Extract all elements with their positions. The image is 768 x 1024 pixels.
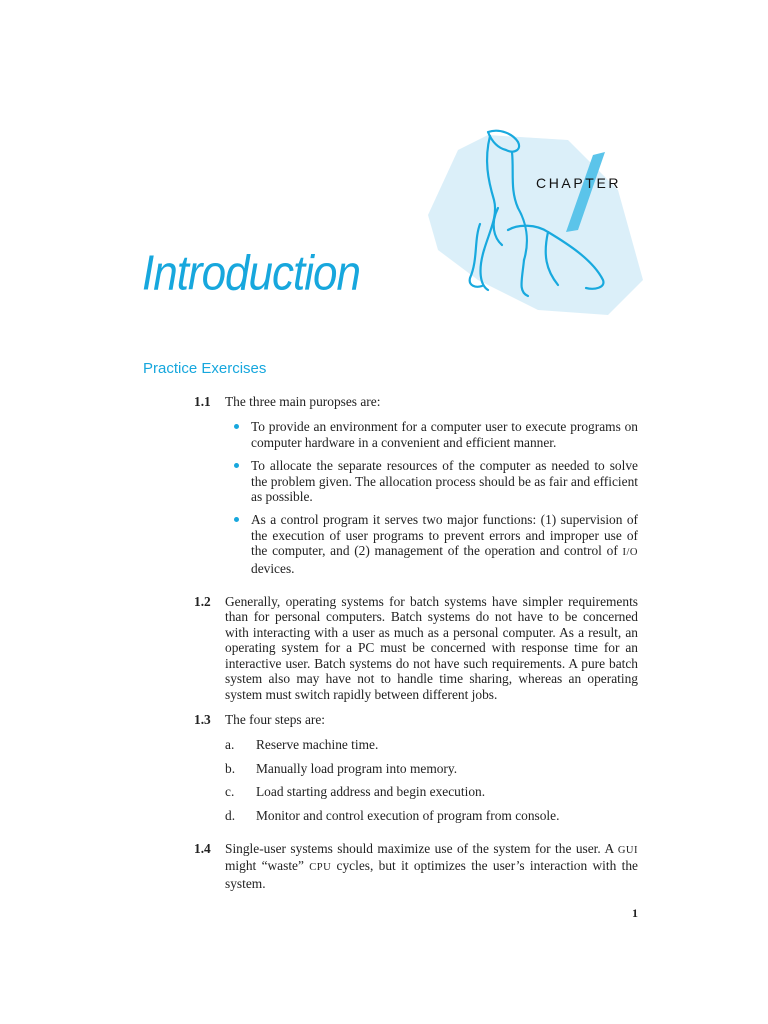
chapter-number <box>583 187 584 188</box>
step-text: Manually load program into memory. <box>256 760 458 776</box>
list-item <box>225 737 638 752</box>
bullet-icon <box>234 463 239 468</box>
text-segment: cycles, but it optimizes the user’s interaction with the system. <box>225 858 638 891</box>
page-number: 1 <box>632 906 638 920</box>
dinosaur-sketch-icon <box>418 120 648 320</box>
exercise-number: 1.3 <box>194 711 211 727</box>
io-abbr: I/O <box>622 547 638 559</box>
exercise-intro: The four steps are: <box>225 711 326 727</box>
step-marker: b. <box>225 760 236 776</box>
list-item <box>225 419 638 450</box>
list-item <box>225 458 638 504</box>
chapter-title: Introduction <box>142 246 360 301</box>
exercise-text <box>225 841 638 891</box>
step-list <box>225 737 638 823</box>
text-segment: Single-user systems should maximize use of the system for the user. A <box>225 840 618 856</box>
step-text: Reserve machine time. <box>256 737 379 753</box>
bullet-text-end: devices. <box>251 560 295 576</box>
bullet-list <box>225 419 638 576</box>
exercise-list <box>194 394 638 901</box>
exercise-1-3 <box>194 712 638 831</box>
exercise-intro: The three main puropses are: <box>225 394 381 409</box>
exercise-number: 1.4 <box>194 840 211 856</box>
exercise-text: Generally, operating systems for batch systems have simpler requirements than for personal computers. Batch systems do not have to be concerned with interacting with a user as much as a personal computer. As a result, an operating system for a PC must be concerned with response time for an interactive user. Batch systems do not have such requirements. A pure batch system also may have not to handle time sharing, whereas an operating system must switch rapidly between different jobs. <box>225 594 638 702</box>
exercise-1-2 <box>194 594 638 702</box>
text-segment: might “waste” <box>225 858 310 874</box>
cpu-abbr: CPU <box>309 862 332 874</box>
section-heading: Practice Exercises <box>143 360 267 377</box>
step-marker: d. <box>225 807 236 823</box>
list-item <box>225 761 638 776</box>
background-wash <box>428 135 643 315</box>
bullet-text: To provide an environment for a computer user to execute programs on computer hardware in a convenient and efficient manner. <box>251 419 638 450</box>
bullet-text: To allocate the separate resources of the computer as needed to solve the problem given. The allocation process should be as fair and efficient as possible. <box>251 458 638 505</box>
bullet-text: As a control program it serves two major functions: (1) supervision of the execution of user programs to prevent errors and improper use of the computer, and (2) management of the operation and control of <box>251 512 638 559</box>
gui-abbr: GUI <box>617 844 638 856</box>
list-item <box>225 512 638 576</box>
step-text: Monitor and control execution of program from console. <box>256 807 560 823</box>
list-item <box>225 808 638 823</box>
step-text: Load starting address and begin execution. <box>256 784 486 800</box>
bullet-icon <box>234 424 239 429</box>
exercise-1-4 <box>194 841 638 891</box>
step-marker: a. <box>225 737 235 753</box>
bullet-icon <box>234 517 239 522</box>
chapter-label: CHAPTER <box>536 175 622 191</box>
exercise-1-1 <box>194 394 638 584</box>
list-item <box>225 784 638 799</box>
exercise-number: 1.2 <box>194 594 211 610</box>
step-marker: c. <box>225 784 235 800</box>
exercise-number: 1.1 <box>194 394 211 409</box>
